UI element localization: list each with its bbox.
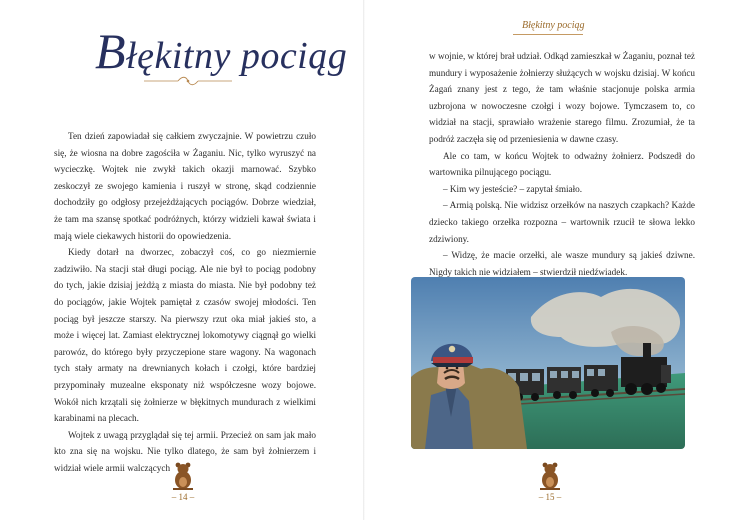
left-body-text — [54, 128, 316, 476]
header-rule — [513, 34, 583, 35]
paragraph: Ale co tam, w końcu Wojtek to odważny żołnierz. Podszedł do wartownika pilnującego pociągu. — [429, 150, 695, 178]
paragraph: Wojtek z uwagą przyglądał się tej armii. Przecież on sam jak mało kto zna się na wojsku. Nie tylko dlatego, że sam był żołnierzem i widział wiele armii walczących — [54, 429, 316, 473]
page-number: – 15 – — [538, 492, 562, 502]
soldier-train-illustration — [411, 277, 685, 449]
page-footer — [153, 458, 213, 508]
title-flourish-icon — [142, 76, 234, 86]
paragraph: Kiedy dotarł na dworzec, zobaczył coś, co go niezmiernie zadziwiło. Na stacji stał długi pociąg. Ale nie był to pociąg podobny do tych, jakie dzisiaj jeżdżą z miasta do miasta. Nie był podobny też do pociągów, jakie Wojtek pamiętał z czasów swojej młodości. Ten pociąg był jeszcze starszy. Na pierwszy rzut oka miał jakieś sto, a może i więcej lat. Zamiast elektrycznej lokomotywy ciągnął go wielki parowóz, do którego były przyczepione stare wagony. Na wagonach tych stały armaty na drewnianych kołach i czołgi, które bardziej przypominały muzealne eksponaty niż współczesne wozy bojowe. Wokół nich krzątali się żołnierze w błękitnych mundurach z wielkimi karabinami na plecach. — [54, 247, 316, 424]
chapter-title: Błękitny pociąg — [95, 23, 348, 79]
page-number: – 14 – — [171, 492, 195, 502]
paragraph: Ten dzień zapowiadał się całkiem zwyczajnie. W powietrzu czuło się, że wiosna na dobre zagościła w Żaganiu. Nic, tylko wyruszyć na wycieczkę. Wojtek nie zwykł takich okazji marnować. Szybko zeskoczył ze swojego kamienia i ruszył w stronę, skąd codziennie dochodziły go odgłosy przejeżdżających pociągów. Dobrze wiedział, że tam ma szansę spotkać podróżnych, którzy widzieli kawał świata i mają wiele ciekawych historii do opowiedzenia. — [54, 131, 316, 241]
paragraph: – Kim wy jesteście? – zapytał śmiało. — [443, 183, 583, 194]
paragraph: w wojnie, w której brał udział. Odkąd zamieszkał w Żaganiu, poznał też mundury i wyposażenie żołnierzy służących w wojsku dzisiaj. W końcu Żagań znany jest z tego, że tam właśnie stacjonuje polska armia uzbrojona w nowoczesne czołgi i wozy bojowe. Tymczasem to, co widział na stacji, sprawiało wrażenie starego filmu. Zrozumiał, że ta podróż zaczęła się od przeniesienia w dawne czasy. — [429, 51, 695, 144]
paragraph: – Widzę, że macie orzełki, ale wasze mundury są jakieś dziwne. Nigdy takich nie widziałem – stwierdził niedźwiadek. — [429, 250, 695, 277]
right-page — [365, 0, 729, 520]
left-page — [0, 0, 364, 520]
page-footer — [520, 458, 580, 508]
bear-icon — [520, 458, 580, 492]
bear-icon — [153, 458, 213, 492]
paragraph: – Armią polską. Nie widzisz orzełków na naszych czapkach? Każde dziecko takiego orzełka rozpozna – wartownik rzucił te słowa lekko zdziwiony. — [429, 200, 695, 244]
right-body-text — [429, 48, 695, 280]
running-header: Błękitny pociąg — [522, 20, 585, 31]
